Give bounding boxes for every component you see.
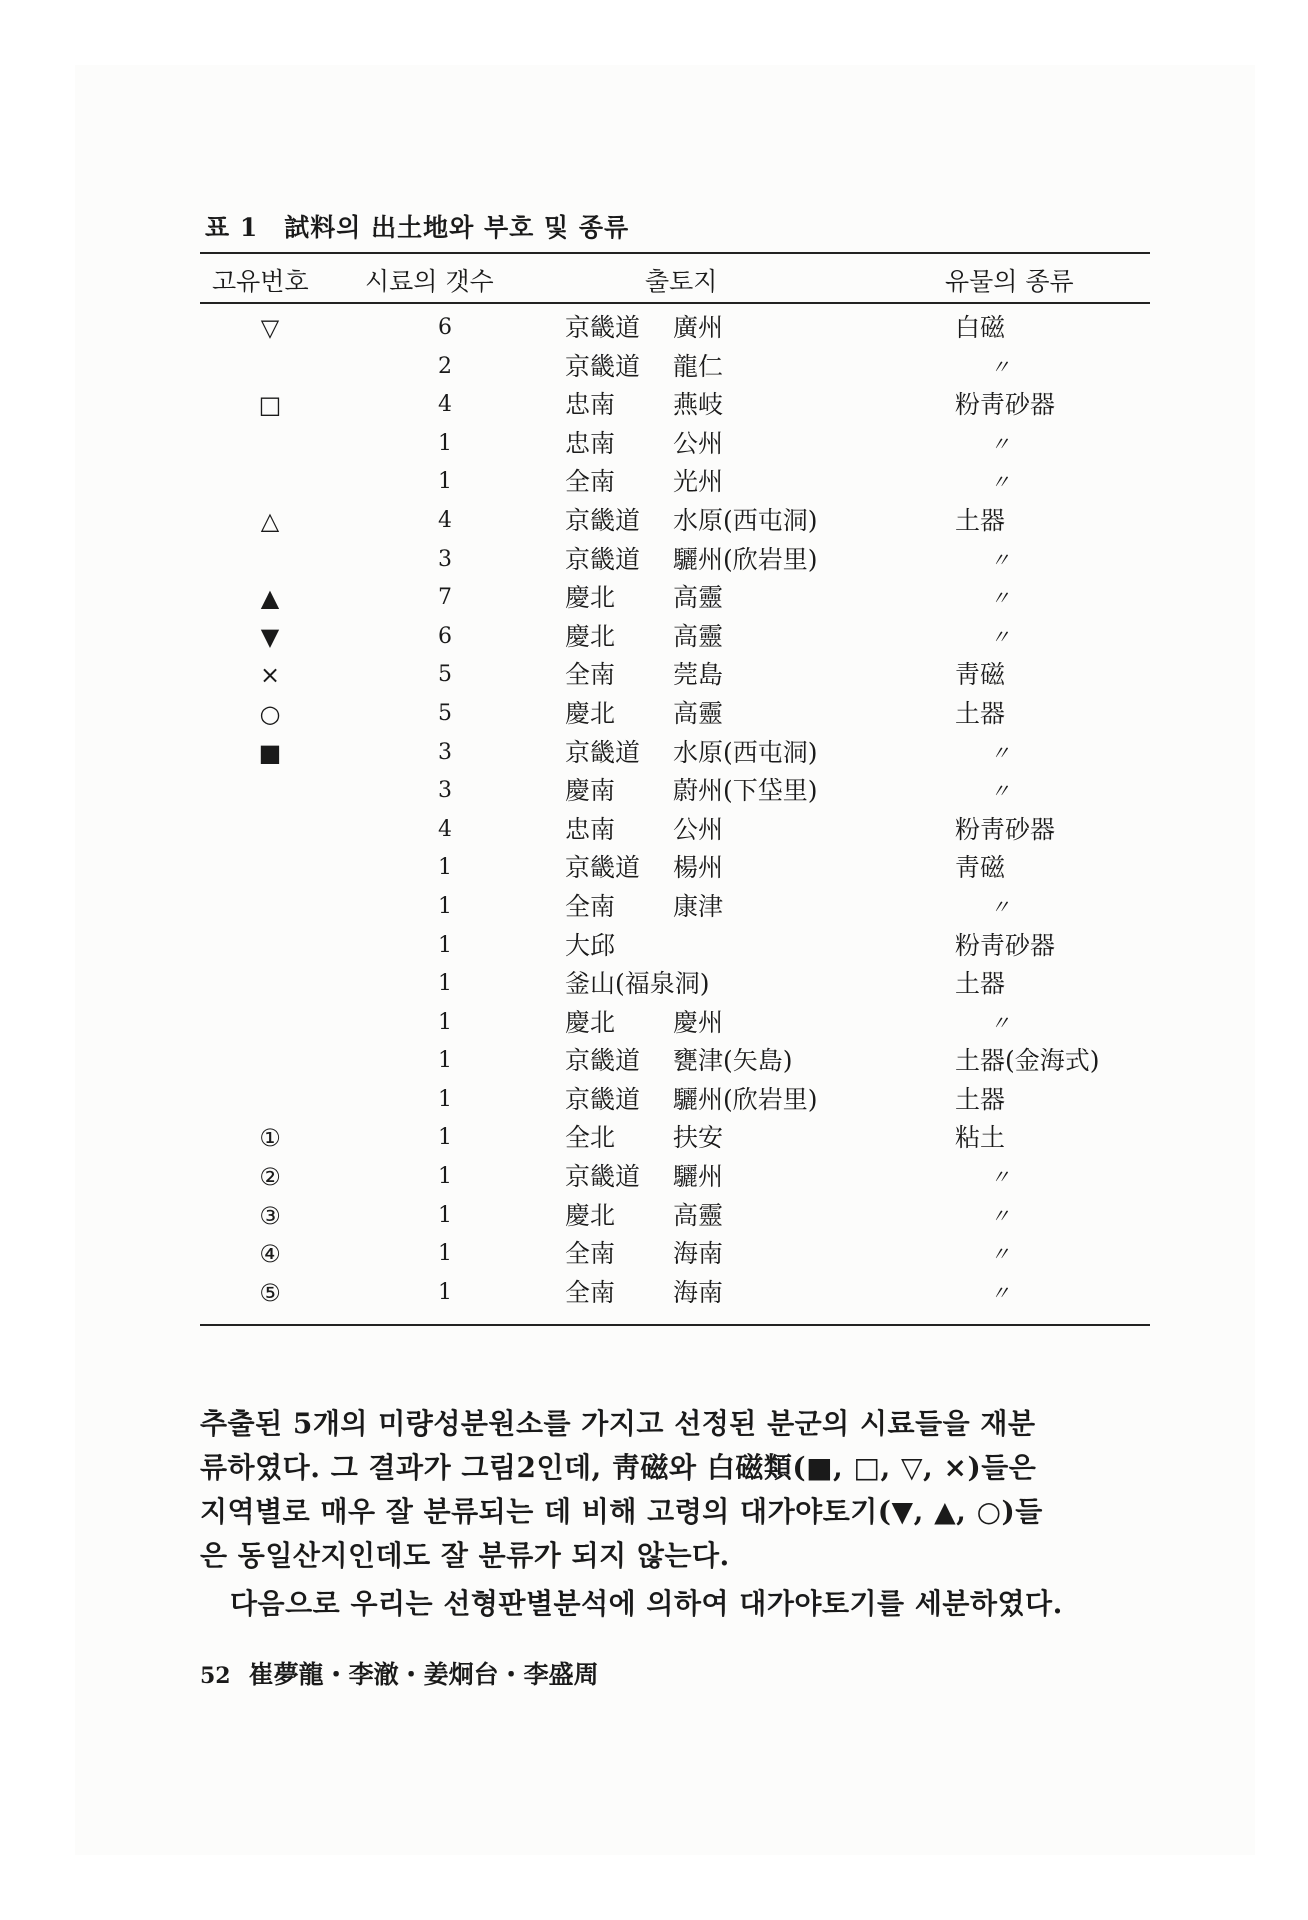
row-count: 4: [438, 816, 452, 842]
table-row: [200, 502, 1150, 541]
row-place: 高靈: [673, 583, 724, 613]
row-region: 慶南: [565, 776, 616, 806]
row-site: [565, 541, 818, 579]
table-header-rule: [200, 302, 1150, 304]
table-row: [200, 1235, 1150, 1274]
row-region: 京畿道: [565, 351, 641, 381]
row-site: [565, 1119, 723, 1157]
row-place: 水原(西屯洞): [673, 737, 818, 767]
row-region: 全南: [565, 891, 616, 921]
body-paragraph-line: 류하였다. 그 결과가 그림2인데, 靑磁와 白磁類(■, □, ▽, ×)들은: [200, 1451, 1037, 1484]
row-place: 高靈: [673, 1200, 724, 1230]
table-row: [200, 772, 1150, 811]
table-row: [200, 579, 1150, 618]
row-site: [565, 772, 818, 810]
row-artifact-type: 〃: [990, 1165, 1010, 1190]
row-region: 慶北: [565, 583, 616, 613]
row-artifact-type: 〃: [990, 624, 1010, 649]
row-count: 6: [438, 623, 452, 649]
row-place: 甕津(矢島): [673, 1046, 793, 1076]
row-count: 1: [438, 1125, 452, 1151]
row-place: 慶州: [673, 1007, 724, 1037]
row-place: 康津: [673, 891, 724, 921]
row-site: [565, 927, 615, 965]
table-row: [200, 1158, 1150, 1197]
row-symbol: ▼: [260, 622, 280, 651]
page-number: 52: [200, 1663, 231, 1689]
row-symbol: ④: [259, 1240, 281, 1269]
row-count: 1: [438, 893, 452, 919]
row-site: [565, 1274, 723, 1312]
row-count: 1: [438, 1086, 452, 1112]
table-row: [200, 1197, 1150, 1236]
row-artifact-type: 〃: [990, 1203, 1010, 1228]
row-place: 燕岐: [673, 390, 724, 420]
table-row: [200, 425, 1150, 464]
row-region: 京畿道: [565, 737, 641, 767]
row-site: [565, 734, 818, 772]
row-region: 京畿道: [565, 1162, 641, 1192]
body-paragraph-line: 지역별로 매우 잘 분류되는 데 비해 고령의 대가야토기(▼, ▲, ○)들: [200, 1495, 1043, 1528]
row-artifact-type: 土器: [955, 505, 1006, 535]
row-region: 忠南: [565, 390, 616, 420]
row-site: [565, 811, 723, 849]
row-site: [565, 888, 723, 926]
row-artifact-type: 〃: [990, 894, 1010, 919]
row-place: 扶安: [673, 1123, 724, 1153]
row-site: [565, 1081, 818, 1119]
header-id: 고유번호: [212, 267, 309, 296]
row-count: 3: [438, 546, 452, 572]
row-count: 5: [438, 662, 452, 688]
row-place: 海南: [673, 1277, 724, 1307]
row-place: 龍仁: [673, 351, 724, 381]
row-region: 大邱: [565, 930, 616, 960]
row-count: 1: [438, 855, 452, 881]
row-place: 莞島: [673, 660, 724, 690]
row-count: 1: [438, 430, 452, 456]
table-row: [200, 849, 1150, 888]
row-symbol: ①: [259, 1124, 281, 1153]
row-symbol: □: [258, 391, 282, 420]
body-paragraph-line: 다음으로 우리는 선형판별분석에 의하여 대가야토기를 세분하였다.: [230, 1587, 1063, 1620]
row-count: 1: [438, 1048, 452, 1074]
row-place: 公州: [673, 428, 724, 458]
author-list: 崔夢龍・李澈・姜炯台・李盛周: [248, 1660, 599, 1689]
row-region: 全南: [565, 660, 616, 690]
row-count: 6: [438, 315, 452, 340]
row-place: 蔚州(下垈里): [673, 776, 818, 806]
row-place: 光州: [673, 467, 724, 497]
table-bottom-rule: [200, 1324, 1150, 1326]
row-count: 1: [438, 1241, 452, 1267]
row-place: 高靈: [673, 621, 724, 651]
header-count: 시료의 갯수: [365, 267, 494, 296]
row-place: 廣州: [673, 313, 724, 342]
row-artifact-type: 〃: [990, 1010, 1010, 1035]
row-count: 1: [438, 1164, 452, 1190]
row-count: 5: [438, 700, 452, 726]
row-artifact-type: 〃: [990, 547, 1010, 572]
row-site: [565, 463, 723, 501]
row-place: 楊州: [673, 853, 724, 883]
row-artifact-type: 靑磁: [955, 660, 1006, 690]
row-place: 水原(西屯洞): [673, 505, 818, 535]
row-count: 4: [438, 392, 452, 418]
row-count: 1: [438, 971, 452, 997]
table-row: [200, 734, 1150, 773]
table-row: [200, 1081, 1150, 1120]
table-row: [200, 1119, 1150, 1158]
row-site: [565, 849, 723, 887]
row-region: 京畿道: [565, 313, 641, 342]
header-type: 유물의 종류: [945, 267, 1074, 296]
body-paragraph-line: 추출된 5개의 미량성분원소를 가지고 선정된 분군의 시료들을 재분: [200, 1407, 1036, 1440]
row-place: 海南: [673, 1239, 724, 1269]
row-artifact-type: 粉靑砂器: [955, 930, 1056, 960]
row-site: [565, 579, 723, 617]
row-site: [565, 1042, 793, 1080]
row-region: 全南: [565, 1239, 616, 1269]
table-row: [200, 1274, 1150, 1313]
row-artifact-type: 〃: [990, 1242, 1010, 1267]
row-region: 慶北: [565, 698, 616, 728]
row-region: 全南: [565, 1277, 616, 1307]
table-row: [200, 386, 1150, 425]
row-artifact-type: 白磁: [955, 313, 1006, 342]
row-symbol: ▲: [260, 584, 280, 613]
row-site: [565, 502, 818, 540]
row-place: 驪州(欣岩里): [673, 1084, 818, 1114]
row-region: 全北: [565, 1123, 616, 1153]
row-artifact-type: 土器(金海式): [955, 1046, 1100, 1076]
row-artifact-type: 〃: [990, 740, 1010, 765]
row-region: 忠南: [565, 814, 616, 844]
table-row: [200, 348, 1150, 387]
row-place: 驪州: [673, 1162, 724, 1192]
row-region: 慶北: [565, 621, 616, 651]
row-site: [565, 425, 723, 463]
row-site: [565, 309, 723, 347]
table-row: [200, 309, 1150, 348]
row-artifact-type: 土器: [955, 1084, 1006, 1114]
row-artifact-type: 土器: [955, 969, 1006, 999]
row-symbol: △: [260, 506, 280, 535]
row-symbol: ⑤: [259, 1278, 281, 1307]
row-region: 京畿道: [565, 544, 641, 574]
row-symbol: ○: [259, 699, 281, 728]
row-site: [565, 386, 723, 424]
row-region: 慶北: [565, 1200, 616, 1230]
row-artifact-type: 靑磁: [955, 853, 1006, 883]
row-count: 7: [438, 585, 452, 611]
table-row: [200, 927, 1150, 966]
row-site: [565, 1158, 723, 1196]
row-symbol: ③: [259, 1201, 281, 1230]
row-site: [565, 618, 723, 656]
table-row: [200, 811, 1150, 850]
table-row: [200, 463, 1150, 502]
row-artifact-type: 土器: [955, 698, 1006, 728]
row-site: [565, 656, 723, 694]
row-count: 3: [438, 739, 452, 765]
row-place: 高靈: [673, 698, 724, 728]
row-count: 1: [438, 1202, 452, 1228]
row-symbol: ×: [259, 661, 281, 690]
row-region: 釜山(福泉洞): [565, 969, 710, 999]
table-caption: 표 1 試料의 出土地와 부호 및 종류: [205, 213, 630, 242]
row-symbol: ②: [259, 1163, 281, 1192]
row-count: 1: [438, 1009, 452, 1035]
table-row: [200, 541, 1150, 580]
row-region: 京畿道: [565, 505, 641, 535]
row-site: [565, 695, 723, 733]
row-artifact-type: 粘土: [955, 1123, 1006, 1153]
table-row: [200, 1042, 1150, 1081]
row-artifact-type: 〃: [990, 779, 1010, 804]
row-place: 公州: [673, 814, 724, 844]
row-site: [565, 1235, 723, 1273]
row-artifact-type: 〃: [990, 1280, 1010, 1305]
row-region: 忠南: [565, 428, 616, 458]
table-row: [200, 965, 1150, 1004]
row-site: [565, 965, 710, 1003]
row-site: [565, 1004, 723, 1042]
row-count: 3: [438, 778, 452, 804]
table-row: [200, 695, 1150, 734]
row-artifact-type: 〃: [990, 431, 1010, 456]
row-count: 4: [438, 507, 452, 533]
row-place: 驪州(欣岩里): [673, 544, 818, 574]
row-count: 1: [438, 1279, 452, 1305]
table-row: [200, 1004, 1150, 1043]
page-footer: [200, 1655, 599, 1691]
table-row: [200, 618, 1150, 657]
row-artifact-type: 〃: [990, 470, 1010, 495]
table-top-rule: [200, 252, 1150, 254]
table-body: [200, 309, 1150, 1312]
table-row: [200, 656, 1150, 695]
body-paragraph-line: 은 동일산지인데도 잘 분류가 되지 않는다.: [200, 1539, 730, 1572]
row-count: 2: [438, 353, 452, 379]
row-site: [565, 1197, 723, 1235]
row-region: 慶北: [565, 1007, 616, 1037]
row-count: 1: [438, 469, 452, 495]
row-region: 京畿道: [565, 1046, 641, 1076]
row-symbol: ▽: [260, 314, 280, 342]
row-artifact-type: 粉靑砂器: [955, 814, 1056, 844]
row-artifact-type: 〃: [990, 586, 1010, 611]
row-symbol: ■: [258, 738, 282, 767]
row-artifact-type: 〃: [990, 354, 1010, 379]
row-count: 1: [438, 932, 452, 958]
row-region: 京畿道: [565, 853, 641, 883]
row-site: [565, 348, 723, 386]
row-artifact-type: 粉靑砂器: [955, 390, 1056, 420]
row-region: 全南: [565, 467, 616, 497]
row-region: 京畿道: [565, 1084, 641, 1114]
table-row: [200, 888, 1150, 927]
header-site: 출토지: [645, 267, 718, 296]
